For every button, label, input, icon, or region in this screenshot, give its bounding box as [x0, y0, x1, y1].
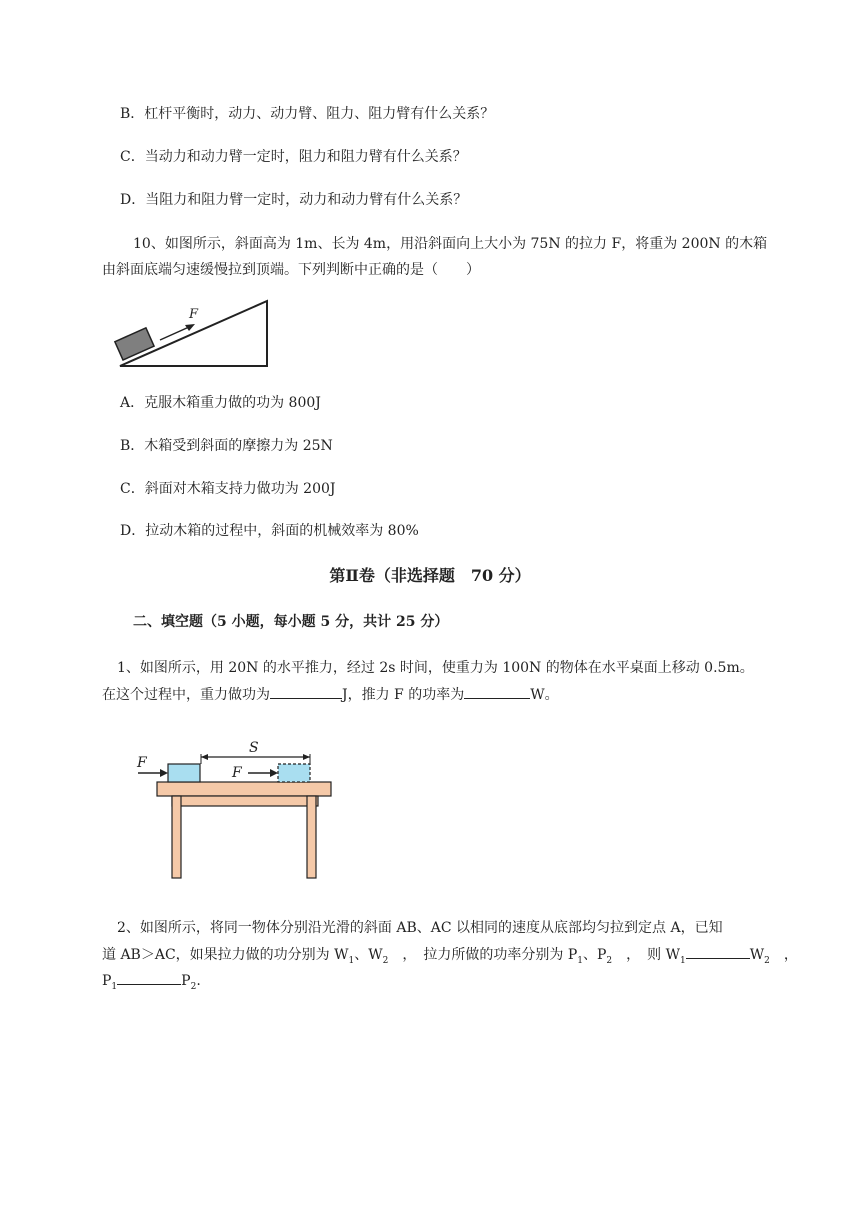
q10-stem-line1: 10、如图所示，斜面高为 1m、长为 4m，用沿斜面向上大小为 75N 的拉力 F，将重为 200N 的木箱 [133, 236, 768, 252]
fill2-blank-work[interactable] [686, 944, 750, 959]
table-leg-right [307, 796, 316, 878]
fill1-blank-power[interactable] [464, 684, 530, 699]
fill1-line1: 1、如图所示，用 20N 的水平推力，经过 2s 时间，使重力为 100N 的物体在水平桌面上移动 0.5m。 [117, 660, 754, 676]
table-leg-left [172, 796, 181, 878]
fill2-line3: $P_1$ $P_2$. [102, 970, 201, 997]
object-end [278, 764, 310, 782]
section2-heading: 二、填空题（5 小题，每小题 5 分，共计 25 分） [133, 614, 449, 630]
q9-option-b: B．杠杆平衡时，动力、动力臂、阻力、阻力臂有什么关系？ [120, 106, 495, 122]
table-apron [172, 796, 318, 806]
force-label-left: F [137, 755, 147, 771]
q9-option-c: C．当动力和动力臂一定时，阻力和阻力臂有什么关系？ [120, 149, 467, 165]
q10-option-a: A．克服木箱重力做的功为 800J [120, 395, 321, 411]
fill1-blank-work[interactable] [270, 684, 342, 699]
table-figure [130, 730, 340, 885]
incline-figure [115, 298, 275, 373]
q9-option-d: D．当阻力和阻力臂一定时，动力和动力臂有什么关系？ [120, 192, 468, 208]
force-label: F [189, 307, 199, 322]
fill1-line2: 在这个过程中，重力做功为 J，推力 F 的功率为 W。 [102, 684, 559, 705]
tabletop [157, 782, 331, 796]
q10-option-b: B．木箱受到斜面的摩擦力为 25N [120, 438, 333, 454]
q10-option-d: D．拉动木箱的过程中，斜面的机械效率为 80% [120, 523, 419, 539]
fill2-line1: 2、如图所示，将同一物体分别沿光滑的斜面 AB、AC 以相同的速度从底部均匀拉到定点 A，已知 [117, 920, 723, 936]
q10-option-c: C．斜面对木箱支持力做功为 200J [120, 481, 336, 497]
fill2-line2: 道 AB＞AC，如果拉力做的功分别为 $W_1$、$W_2$ ， 拉力所做的功率分别为 $P_1$、$P_2$ ， 则 $W_1$ $W_2$ ， [102, 944, 798, 971]
q10-stem-line2: 由斜面底端匀速缓慢拉到顶端。下列判断中正确的是（ ） [102, 262, 480, 278]
object-start [168, 764, 200, 782]
force-label-mid: F [232, 765, 242, 781]
displacement-label: S [249, 740, 259, 756]
fill2-blank-power[interactable] [117, 970, 181, 985]
part2-title: 第Ⅱ卷（非选择题 70 分） [329, 566, 531, 585]
